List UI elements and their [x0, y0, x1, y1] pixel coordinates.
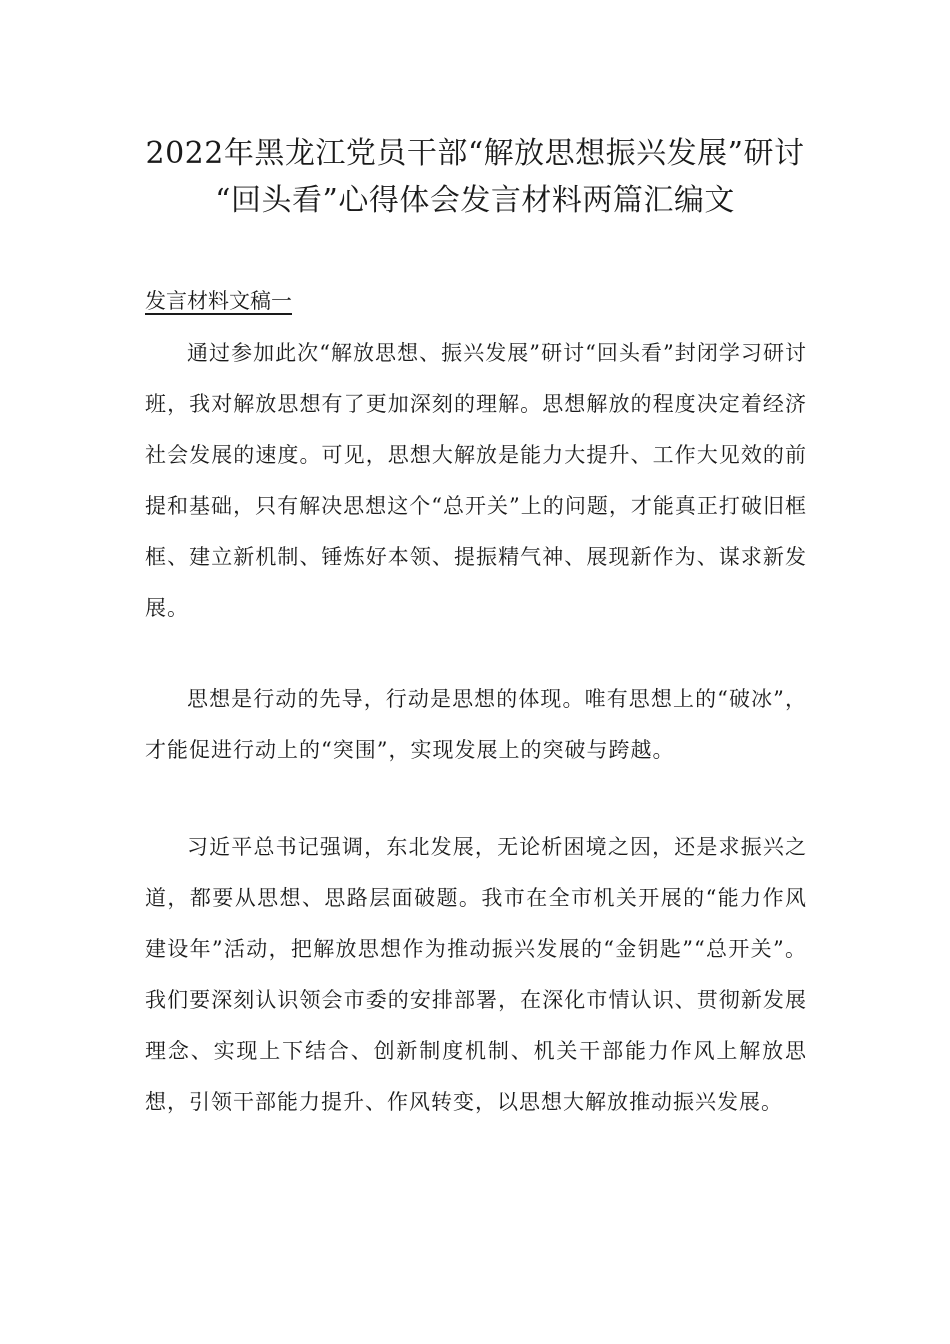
document-title: [120, 130, 830, 224]
paragraph-3: 习近平总书记强调，东北发展，无论析困境之因，还是求振兴之道，都要从思想、思路层面破题。我市在全市机关开展的“能力作风建设年”活动，把解放思想作为推动振兴发展的“金钥匙”“总开关”。我们要深刻认识领会市委的安排部署，在深化市情认识、贯彻新发展理念、实现上下结合、创新制度机制、机关干部能力作风上解放思想，引领干部能力提升、作风转变，以思想大解放推动振兴发展。: [145, 835, 807, 1114]
section-heading: 发言材料文稿一: [145, 289, 292, 313]
title-line-2: “回头看”心得体会发言材料两篇汇编文: [215, 183, 735, 218]
paragraph-2: 思想是行动的先导，行动是思想的体现。唯有思想上的“破冰”，才能促进行动上的“突围”，实现发展上的突破与跨越。: [145, 687, 807, 762]
title-line-1: 2022年黑龙江党员干部“解放思想振兴发展”研讨: [145, 136, 805, 171]
paragraph-1: 通过参加此次“解放思想、振兴发展”研讨“回头看”封闭学习研讨班，我对解放思想有了更加深刻的理解。思想解放的程度决定着经济社会发展的速度。可见，思想大解放是能力大提升、工作大见效的前提和基础，只有解决思想这个“总开关”上的问题，才能真正打破旧框框、建立新机制、锤炼好本领、提振精气神、展现新作为、谋求新发展。: [145, 341, 807, 620]
